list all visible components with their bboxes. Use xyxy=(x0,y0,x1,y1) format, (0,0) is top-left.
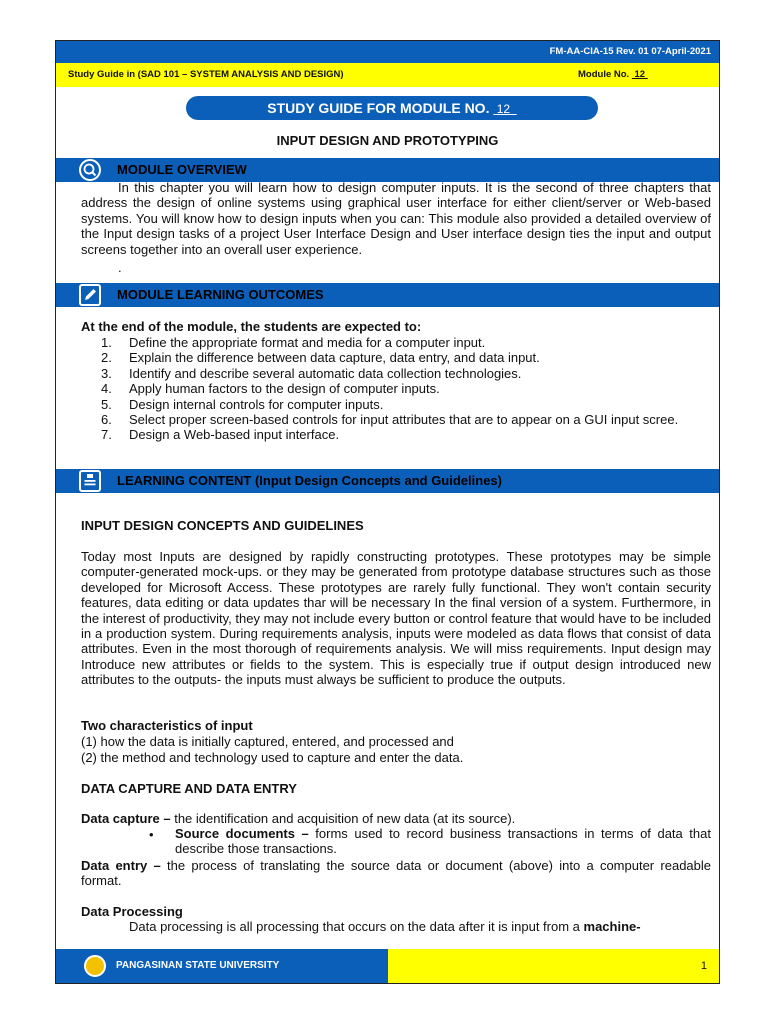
outcomes-list xyxy=(81,335,711,443)
outcomes-section-bar xyxy=(56,283,719,307)
overview-section-bar xyxy=(56,158,719,182)
magnifier-icon xyxy=(79,159,101,181)
processing-text: Data processing is all processing that occurs on the data after it is input from a machine- xyxy=(129,919,641,934)
title-text: STUDY GUIDE FOR MODULE NO. xyxy=(267,100,490,116)
outcome-item: 4. Apply human factors to the design of computer inputs. xyxy=(101,381,440,397)
bullet: • xyxy=(149,827,154,842)
university-name: PANGASINAN STATE UNIVERSITY xyxy=(116,960,280,971)
concepts-paragraph: Today most Inputs are designed by rapidly constructing prototypes. These prototypes may be simple computer-generated mock-ups. or they may be generated from prototype database structures such as those developed for Microsoft Access. These prototypes are rarely fully functional. They won't contain security features, data editing or data updates thar will be necessary In the final version of a system. Furthermore, in the interest of productivity, they may not include every button or control feature that would have to be included in a production system. During requirements analysis, inputs were modeled as data flows that consist of data attributes. Even in the most thorough of requirements analysis. We will miss requirements. Input design may Introduce new attributes or fields to the system. This is especially true if output design introduced new attributes to the outputs- the inputs must always be sufficient to produce the outputs. xyxy=(81,549,711,688)
university-seal-icon xyxy=(84,955,106,977)
content-section-bar xyxy=(56,469,719,493)
source-documents-definition: Source documents – forms used to record business transactions in terms of data that describe those transactions. xyxy=(175,826,711,857)
document-page xyxy=(55,40,720,984)
characteristic-2: (2) the method and technology used to capture and enter the data. xyxy=(81,750,464,765)
page-number: 1 xyxy=(700,960,707,972)
outcomes-intro: At the end of the module, the students are expected to: xyxy=(81,319,422,334)
module-number xyxy=(578,63,648,87)
outcome-item: 1. Define the appropriate format and media for a computer input. xyxy=(101,335,486,350)
overview-dot: . xyxy=(118,260,122,275)
overview-heading: MODULE OVERVIEW xyxy=(117,162,247,177)
characteristics-heading: Two characteristics of input xyxy=(81,718,253,733)
form-code-bar xyxy=(56,41,719,63)
outcome-item: 5. Design internal controls for computer inputs. xyxy=(101,396,384,412)
concepts-heading: INPUT DESIGN CONCEPTS AND GUIDELINES xyxy=(81,518,364,533)
overview-text: In this chapter you will learn how to design computer inputs. It is the second of three chapters that address the design of online systems using graphical user interface for either client/server or Web-based systems. You will know how to design inputs when you can: This module also provided a detailed overview of the Input design tasks of a project User Interface Design and User interface design ties the input and output screens together into an overall user experience. xyxy=(81,180,711,257)
capture-entry-heading: DATA CAPTURE AND DATA ENTRY xyxy=(81,781,297,796)
course-title: Study Guide in (SAD 101 – SYSTEM ANALYSIS AND DESIGN) xyxy=(68,69,344,80)
module-number-value: 12 xyxy=(634,69,646,80)
course-bar xyxy=(56,63,719,87)
data-entry-definition: Data entry – the process of translating the source data or document (above) into a computer readable format. xyxy=(81,858,711,889)
characteristic-1: (1) how the data is initially captured, entered, and processed and xyxy=(81,734,454,749)
module-number-label: Module No. xyxy=(578,69,630,80)
form-code: FM-AA-CIA-15 Rev. 01 07-April-2021 xyxy=(549,46,711,57)
document-icon xyxy=(79,470,101,492)
module-subtitle: INPUT DESIGN AND PROTOTYPING xyxy=(276,133,499,148)
outcome-item: 6. Select proper screen-based controls for input attributes that are to appear on a GUI input scree. xyxy=(101,412,679,428)
title-module-number: 12 xyxy=(496,102,511,116)
outcome-item: 7. Design a Web-based input interface. xyxy=(101,427,340,443)
outcome-item: 3. Identify and describe several automatic data collection technologies. xyxy=(101,365,522,381)
data-capture-definition: Data capture – the identification and acquisition of new data (at its source). xyxy=(81,811,516,826)
outcomes-heading: MODULE LEARNING OUTCOMES xyxy=(117,287,324,302)
footer-page-bar xyxy=(388,949,719,983)
study-guide-title xyxy=(186,96,598,120)
outcome-item: 2. Explain the difference between data capture, data entry, and data input. xyxy=(101,350,540,366)
content-heading: LEARNING CONTENT (Input Design Concepts and Guidelines) xyxy=(117,473,502,488)
edit-pencil-icon xyxy=(79,284,101,306)
processing-heading: Data Processing xyxy=(81,904,183,919)
footer-university-bar xyxy=(56,949,388,983)
